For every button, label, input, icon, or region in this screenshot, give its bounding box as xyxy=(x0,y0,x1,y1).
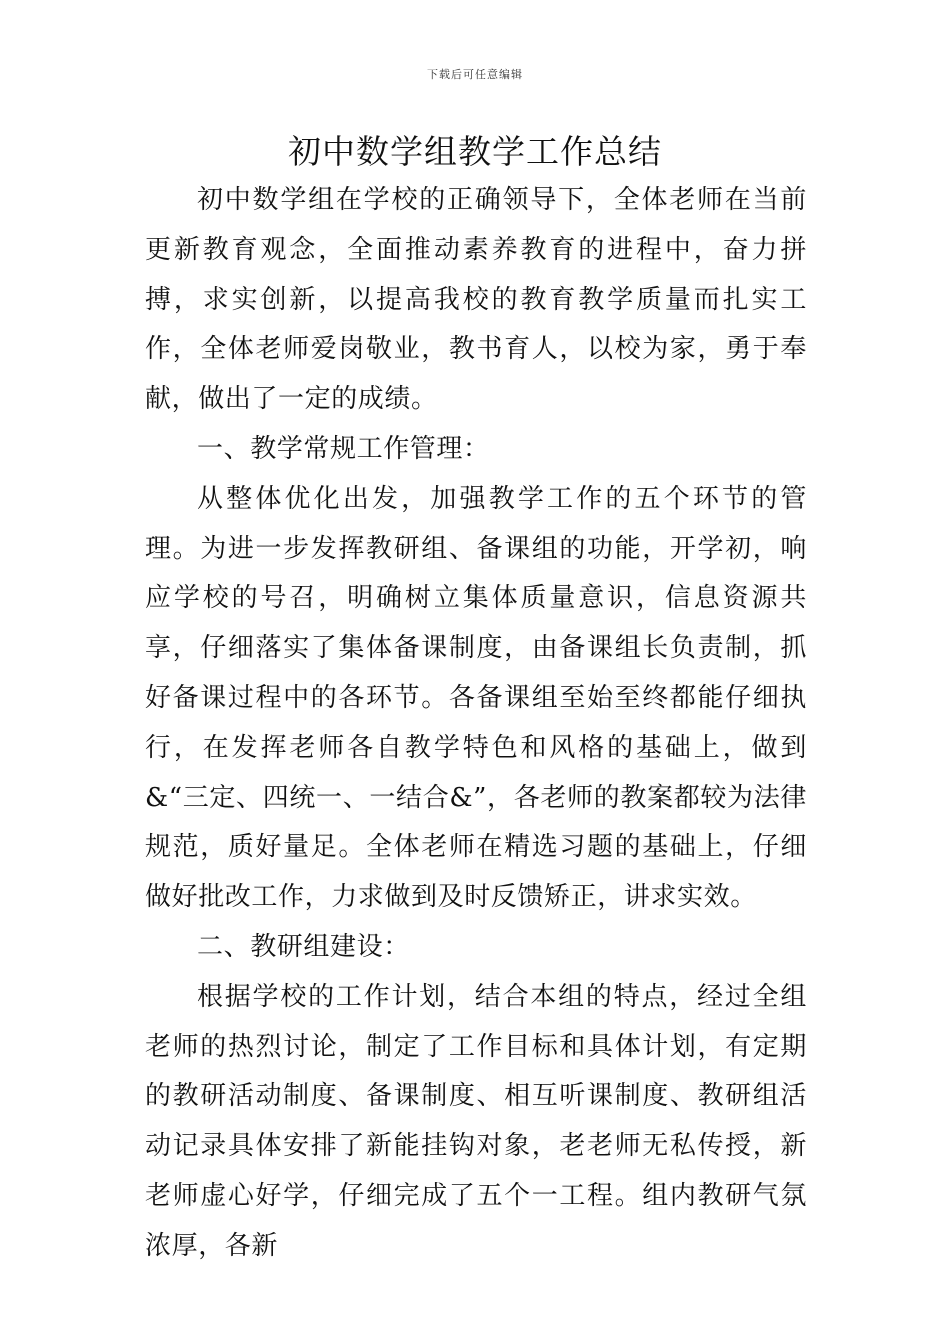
header-note: 下载后可任意编辑 xyxy=(427,68,523,81)
paragraph-teaching-routine: 从整体优化出发，加强教学工作的五个环节的管理。为进一步发挥教研组、备课组的功能，开学初，响应学校的号召，明确树立集体质量意识，信息资源共享，仔细落实了集体备课制度，由备课组长负责制，抓好备课过程中的各环节。各备课组至始至终都能仔细执行，在发挥老师各自教学特色和风格的基础上，做到&“三定、四统一、一结合&”，各老师的教案都较为法律规范，质好量足。全体老师在精选习题的基础上，仔细做好批改工作，力求做到及时反馈矫正，讲求实效。 xyxy=(145,483,807,913)
section-heading-research-group: 二、教研组建设： xyxy=(197,931,410,962)
paragraph-research-group: 根据学校的工作计划，结合本组的特点，经过全组老师的热烈讨论，制定了工作目标和具体计划，有定期的教研活动制度、备课制度、相互听课制度、教研组活动记录具体安排了新能挂钩对象，老老师无私传授，新老师虚心好学，仔细完成了五个一工程。组内教研气氛浓厚，各新 xyxy=(145,981,807,1261)
paragraph-intro: 初中数学组在学校的正确领导下，全体老师在当前更新教育观念，全面推动素养教育的进程中，奋力拼搏，求实创新，以提高我校的教育教学质量而扎实工作，全体老师爱岗敬业，教书育人，以校为家，勇于奉献，做出了一定的成绩。 xyxy=(145,185,807,415)
section-heading-teaching-routine: 一、教学常规工作管理： xyxy=(197,433,490,464)
document-body xyxy=(145,176,807,1272)
document-title: 初中数学组教学工作总结 xyxy=(288,132,662,171)
